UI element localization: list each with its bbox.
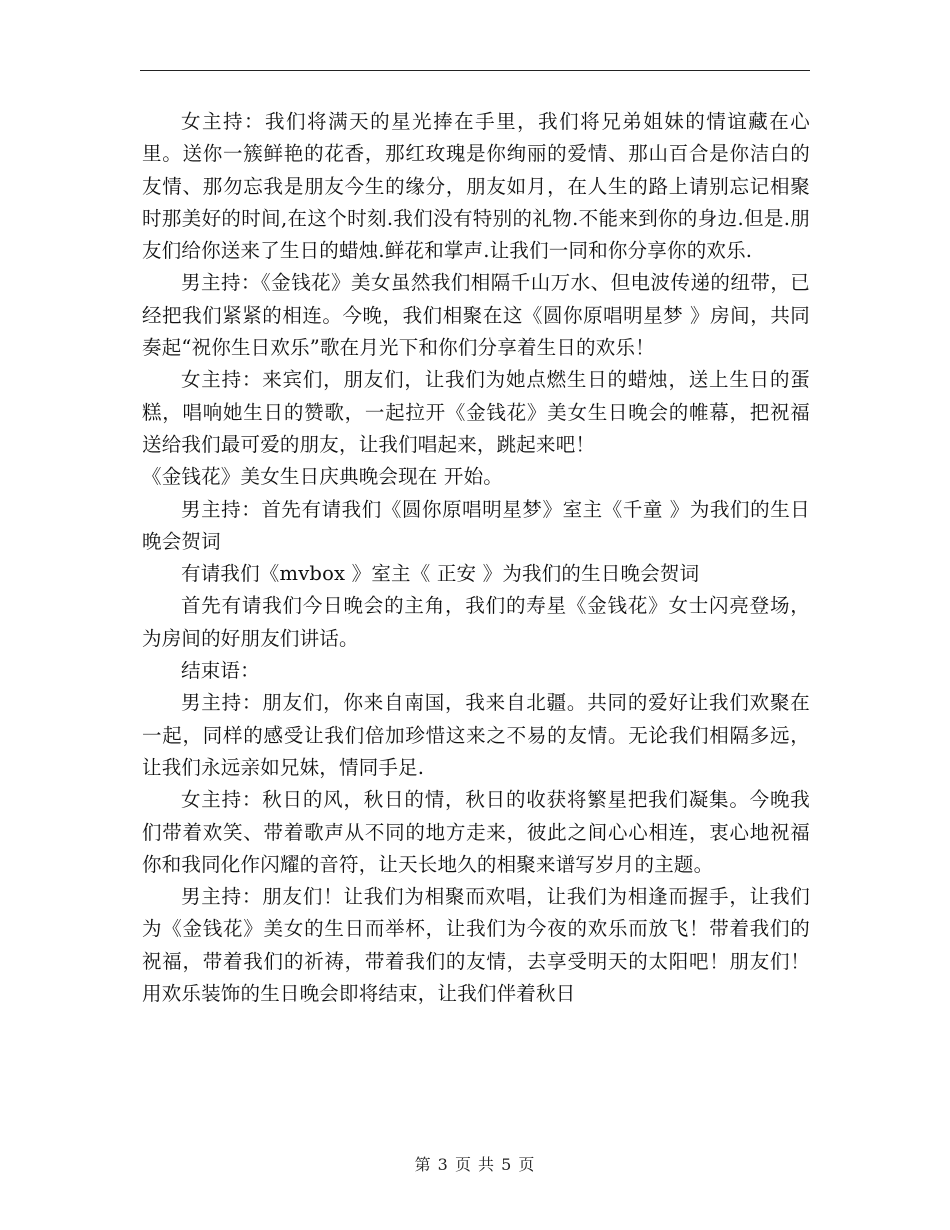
section-heading: 结束语： <box>181 659 260 683</box>
paragraph: 女主持：我们将满天的星光捧在手里，我们将兄弟姐妹的情谊藏在心里。送你一簇鲜艳的花香，那红玫瑰是你绚丽的爱情、那山百合是你洁白的友情、那勿忘我是朋友今生的缘分，朋友如月，在人生的路上请别忘记相聚时那美好的时间,在这个时刻.我们没有特别的礼物.不能来到你的身边.但是.朋友们给你送来了生日的蜡烛.鲜花和掌声.让我们一同和你分享你的欢乐. <box>142 110 810 263</box>
paragraph: 男主持：首先有请我们《圆你原唱明星梦》室主《千童 》为我们的生日晚会贺词 <box>142 497 810 553</box>
paragraph: 女主持：秋日的风，秋日的情，秋日的收获将繁星把我们凝集。今晚我们带着欢笑、带着歌声从不同的地方走来，彼此之间心心相连，衷心地祝福你和我同化作闪耀的音符，让天长地久的相聚来谱写岁月的主题。 <box>142 788 810 876</box>
page-footer: 第 3 页 共 5 页 <box>414 1155 536 1174</box>
paragraph: 男主持：朋友们！让我们为相聚而欢唱，让我们为相逢而握手，让我们为《金钱花》美女的生日而举杯，让我们为今夜的欢乐而放飞！带着我们的祝福，带着我们的祈祷，带着我们的友情，去享受明天的太阳吧！朋友们！用欢乐装饰的生日晚会即将结束，让我们伴着秋日 <box>142 885 810 1006</box>
paragraph: 男主持：朋友们，你来自南国，我来自北疆。共同的爱好让我们欢聚在一起，同样的感受让我们倍加珍惜这来之不易的友情。无论我们相隔多远，让我们永远亲如兄妹，情同手足. <box>142 691 810 779</box>
document-body <box>142 106 810 1010</box>
paragraph: 有请我们《mvbox 》室主《 正安 》为我们的生日晚会贺词 <box>181 562 700 586</box>
paragraph: 首先有请我们今日晚会的主角，我们的寿星《金钱花》女士闪亮登场，为房间的好朋友们讲话。 <box>142 594 810 650</box>
header-rule <box>140 70 810 71</box>
paragraph: 男主持：《金钱花》美女虽然我们相隔千山万水、但电波传递的纽带，已经把我们紧紧的相连。今晚，我们相聚在这《圆你原唱明星梦 》房间，共同奏起“祝你生日欢乐”歌在月光下和你们分享着生日的欢乐！ <box>142 271 810 360</box>
paragraph: 女主持：来宾们，朋友们，让我们为她点燃生日的蜡烛，送上生日的蛋糕，唱响她生日的赞歌，一起拉开《金钱花》美女生日晚会的帷幕，把祝福送给我们最可爱的朋友，让我们唱起来，跳起来吧！ <box>142 368 810 456</box>
paragraph: 《金钱花》美女生日庆典晚会现在 开始。 <box>142 465 503 489</box>
